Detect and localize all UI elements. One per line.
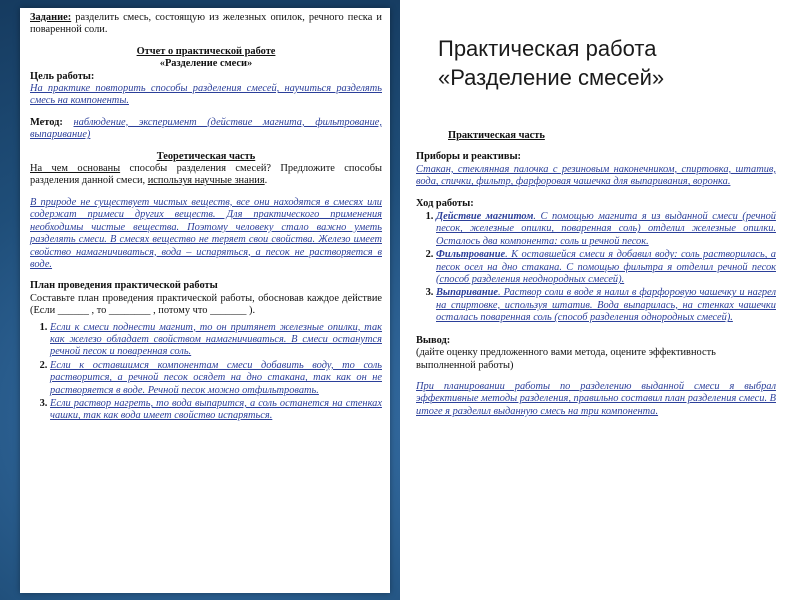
procedure-step — [436, 249, 776, 286]
plan-text: Составьте план проведения практической работы, обосновав каждое действие (Если ______ , то ________ , потому что _______ ). — [30, 292, 382, 317]
theory-q-part2: способы разделения смесей? Предложите способы разделения данной смеси, — [30, 163, 382, 187]
theory-q-part1: На чем основаны — [30, 163, 121, 175]
equipment-text: Стакан, стеклянная палочка с резиновым наконечником, спиртовка, штатив, вода, спички, фильтр, фарфоровая чашечка для выпаривания, воронка. — [416, 163, 776, 188]
step-text: . С помощью магнита я из выданной смеси (речной песок, железные опилки, поваренная соль) отделил железные опилки. Осталось два компонента: соль и речной песок. — [436, 211, 776, 247]
plan-list — [30, 322, 382, 423]
step-name: Действие магнитом — [436, 211, 534, 223]
conclusion-label: Вывод: — [416, 334, 451, 346]
theory-answer: В природе не существует чистых веществ, все они находятся в смесях или содержат примеси других веществ. Для практического применения необходимы чистые вещества. Поэтому человеку стало важно уметь разделять смеси. В смесях вещество не теряет свои свойства. Железо имеет свойство намагничиваться, вода – испаряться, а песок не растворяется в воде. — [30, 196, 382, 270]
procedure-label: Ход работы: — [416, 197, 474, 209]
method-text: наблюдение, эксперимент (действие магнита, фильтрование, выпаривание) — [30, 116, 382, 141]
equipment-label: Приборы и реактивы: — [416, 151, 522, 163]
method-paragraph — [30, 117, 382, 142]
slide-title-line1: Практическая работа — [438, 36, 657, 61]
task-paragraph — [30, 12, 382, 37]
theory-question — [30, 163, 382, 188]
goal-label: Цель работы: — [30, 70, 95, 82]
plan-item: 3. Если раствор нагреть, то вода выпарится, а соль останется на стенках чашки, так как вода имеет свойство испаряться. — [50, 398, 382, 423]
procedure-step — [436, 211, 776, 248]
plan-item: 1. Если к смеси поднести магнит, то он притянет железные опилки, так как железо обладает свойством намагничиваться. В смеси останутся речной песок и поваренная соль. — [50, 322, 382, 359]
goal-text: На практике повторить способы разделения смесей, научиться разделять смесь на компоненты. — [30, 83, 382, 107]
worksheet-right — [408, 126, 782, 600]
step-name: Фильтрование — [436, 249, 506, 261]
practical-title: Практическая часть — [448, 130, 545, 141]
task-text: разделить смесь, состоящую из железных опилок, речного песка и поваренной соли. — [30, 12, 382, 36]
worksheet-left — [20, 8, 390, 593]
task-label: Задание: — [30, 12, 72, 23]
plan-item: 2. Если к оставшимся компонентам смеси добавить воду, то соль растворится, а речной песок осядет на дно стакана, так как он не растворяется в воде. Речной песок можно отфильтровать. — [50, 360, 382, 397]
step-text: . К оставшейся смеси я добавил воду: соль растворилась, а песок осел на дно стакана. С помощью фильтра я отделил речной песок (способ разделения неоднородных смесей). — [436, 249, 776, 286]
slide-title-line2: «Разделение смесей» — [438, 65, 665, 90]
report-title-line2: «Разделение смеси» — [159, 58, 253, 70]
plan-title: План проведения практической работы — [30, 280, 218, 292]
method-label: Метод: — [30, 116, 63, 128]
procedure-step — [436, 287, 776, 324]
step-name: Выпаривание — [436, 287, 499, 299]
conclusion-text: При планировании работы по разделению выданной смеси я выбрал эффективные методы разделения, правильно составил план разделения смеси. В итоге я разделил выданную смесь на три компонента. — [416, 380, 776, 417]
theory-q-part3: используя научные знания — [147, 175, 265, 187]
theory-q-part4: . — [264, 175, 268, 187]
slide-title — [438, 34, 778, 92]
report-title-line1: Отчет о практической работе — [136, 45, 276, 57]
step-text: . Раствор соли в воде я налил в фарфоровую чашечку и нагрел на спиртовке, используя штатив. Вода выпарилась, на стенках чашечки осталась поваренная соль (способ разделения однородных смесей). — [436, 287, 776, 324]
conclusion-prompt: (дайте оценку предложенного вами метода, оцените эффективность выполненной работы) — [416, 347, 716, 371]
procedure-list — [416, 211, 776, 325]
theory-title: Теоретическая часть — [156, 150, 256, 162]
